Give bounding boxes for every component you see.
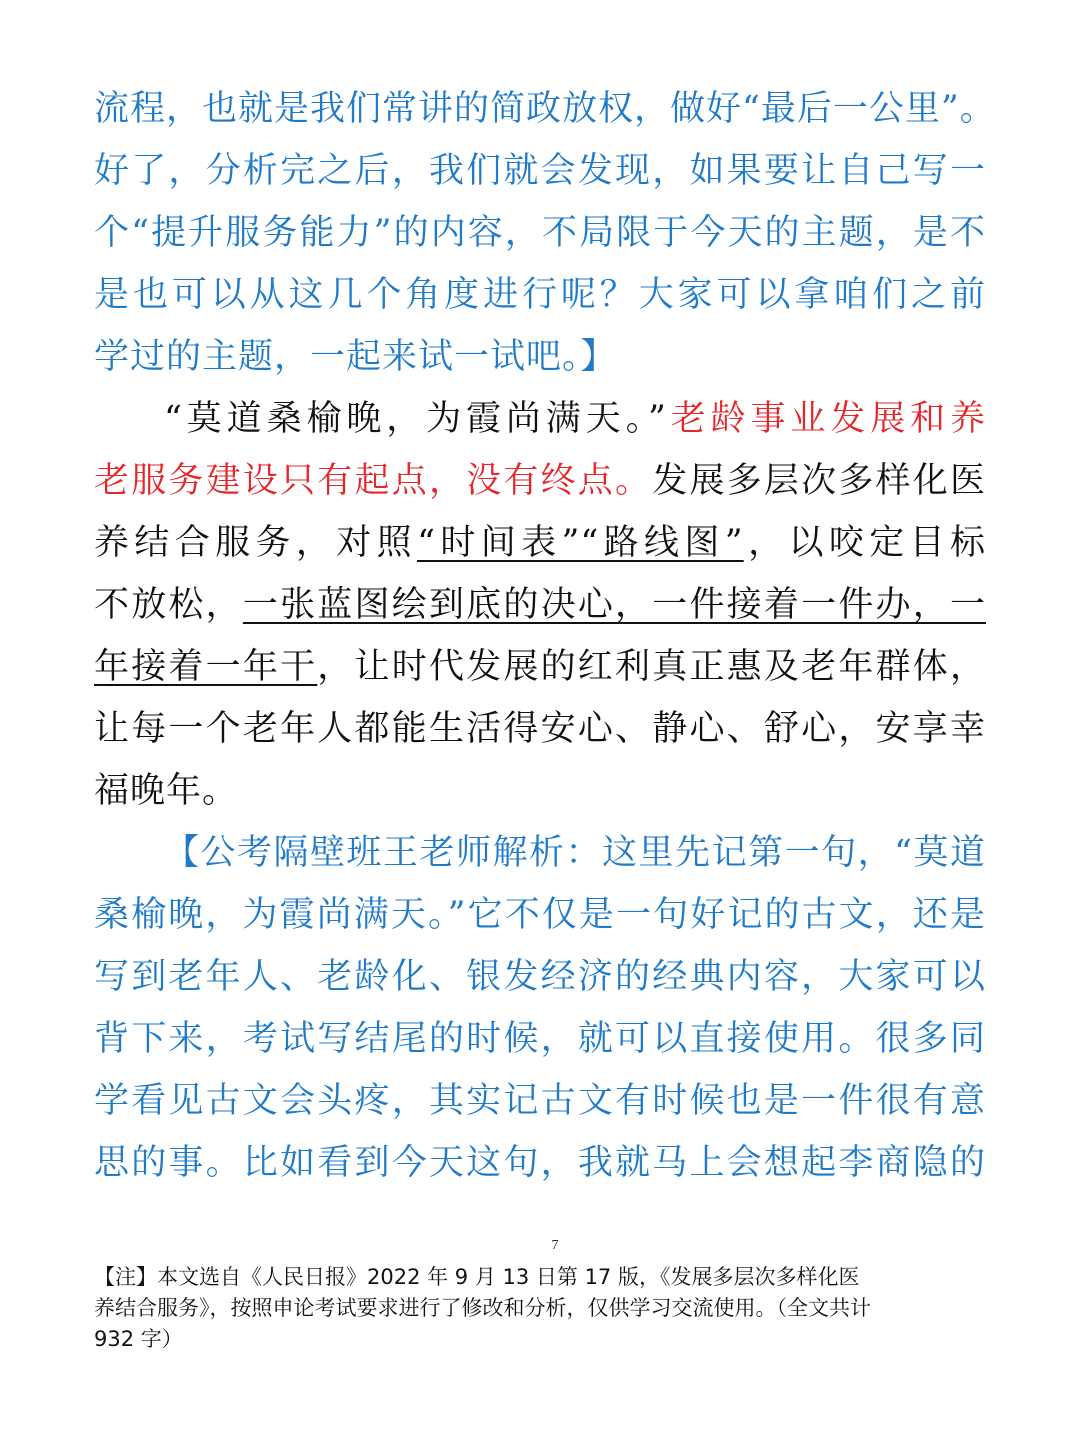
text-line	[94, 450, 986, 512]
page-number: 7	[551, 1238, 559, 1253]
text-line: 让每一个老年人都能生活得安心、静心、舒心，安享幸	[94, 709, 986, 749]
text-line: 学看见古文会头疼，其实记古文有时候也是一件很有意	[94, 1081, 986, 1121]
text-line: 好了，分析完之后，我们就会发现，如果要让自己写一	[94, 151, 986, 191]
text-line	[94, 574, 986, 636]
underlined-text: “时间表”“路线图”	[417, 523, 744, 563]
footnote-line: 养结合服务》，按照申论考试要求进行了修改和分析，仅供学习交流使用。（全文共计	[94, 1296, 871, 1320]
quote-text: “莫道桑榆晚，为霞尚满天。”	[164, 399, 667, 439]
text-line: 流程，也就是我们常讲的简政放权，做好“最后一公里”。	[94, 89, 996, 129]
text-line	[94, 636, 986, 698]
text-line: 学过的主题，一起来试一试吧。】	[94, 337, 617, 377]
text-line: 桑榆晚，为霞尚满天。”它不仅是一句好记的古文，还是	[94, 895, 986, 935]
plain-text: 养结合服务，对照	[94, 523, 418, 563]
underlined-text: 一张蓝图绘到底的决心，一件接着一件办，一	[242, 585, 986, 625]
plain-text: ，让时代发展的红利真正惠及老年群体，	[317, 647, 986, 687]
text-line: 【公考隔壁班王老师解析：这里先记第一句，“莫道	[164, 833, 986, 873]
plain-text: 发展多层次多样化医	[652, 461, 986, 501]
article-body	[94, 78, 996, 1194]
footnote-line: 【注】本文选自《人民日报》2022 年 9 月 13 日第 17 版，《发展多层次多样化医	[94, 1265, 860, 1289]
commentary-paragraph-continued	[94, 78, 996, 388]
commentary-paragraph	[94, 822, 986, 1194]
text-line: 背下来，考试写结尾的时候，就可以直接使用。很多同	[94, 1019, 986, 1059]
footnote	[94, 1262, 986, 1355]
plain-text: ，以咬定目标	[743, 523, 986, 563]
red-emphasis-text: 老服务建设只有起点，没有终点。	[94, 461, 653, 501]
text-line: 福晚年。	[94, 771, 239, 811]
plain-text: 不放松，	[94, 585, 243, 625]
footnote-line: 932 字）	[94, 1327, 183, 1351]
text-line: 是也可以从这几个角度进行呢？大家可以拿咱们之前	[94, 275, 986, 315]
text-line: 写到老年人、老龄化、银发经济的经典内容，大家可以	[94, 957, 986, 997]
text-line	[94, 388, 986, 450]
text-line: 思的事。比如看到今天这句，我就马上会想起李商隐的	[94, 1143, 986, 1183]
text-line	[94, 512, 986, 574]
red-emphasis-text: 老龄事业发展和养	[666, 399, 986, 439]
underlined-text: 年接着一年干	[94, 647, 318, 687]
article-paragraph	[94, 388, 986, 822]
text-line: 个“提升服务能力”的内容，不局限于今天的主题，是不	[94, 213, 986, 253]
